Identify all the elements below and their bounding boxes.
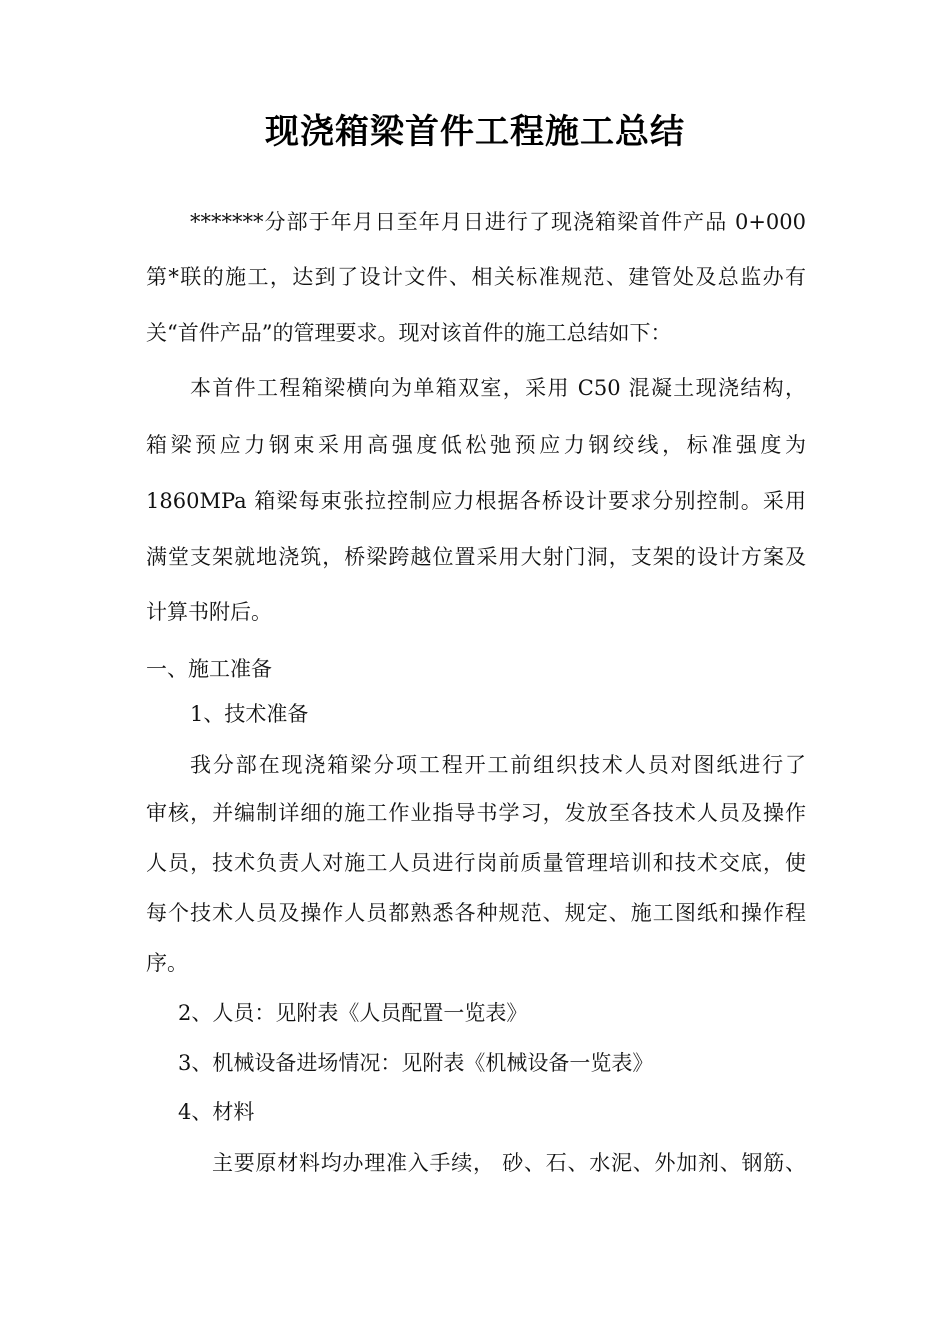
intro-line-3: 关“首件产品”的管理要求。现对该首件的施工总结如下： (146, 321, 672, 345)
subsection-heading-materials: 4、材料 (178, 1100, 255, 1124)
section-heading-preparation: 一、施工准备 (146, 657, 272, 681)
overview-line-3: 1860MPa 箱梁每束张拉控制应力根据各桥设计要求分别控制。采用 (146, 489, 806, 513)
materials-line-1: 主要原材料均办理准入手续， 砂、石、水泥、外加剂、钢筋、 (212, 1151, 806, 1175)
subsection-equipment: 3、机械设备进场情况：见附表《机械设备一览表》 (178, 1051, 654, 1075)
intro-line-1: *******分部于年月日至年月日进行了现浇箱梁首件产品 0+000 (190, 210, 806, 234)
overview-line-1: 本首件工程箱梁横向为单箱双室，采用 C50 混凝土现浇结构， (190, 376, 806, 400)
subsection-personnel: 2、人员：见附表《人员配置一览表》 (178, 1001, 528, 1025)
technical-line-4: 每个技术人员及操作人员都熟悉各种规范、规定、施工图纸和操作程 (146, 901, 806, 925)
technical-line-1: 我分部在现浇箱梁分项工程开工前组织技术人员对图纸进行了 (190, 753, 806, 777)
technical-line-3: 人员，技术负责人对施工人员进行岗前质量管理培训和技术交底，使 (146, 851, 806, 875)
technical-line-2: 审核，并编制详细的施工作业指导书学习，发放至各技术人员及操作 (146, 801, 806, 825)
overview-line-2: 箱梁预应力钢束采用高强度低松弛预应力钢绞线，标准强度为 (146, 433, 806, 457)
intro-line-2: 第*联的施工，达到了设计文件、相关标准规范、建管处及总监办有 (146, 265, 806, 289)
overview-line-5: 计算书附后。 (146, 600, 272, 624)
document-title: 现浇箱梁首件工程施工总结 (265, 112, 685, 152)
subsection-heading-technical: 1、技术准备 (190, 702, 309, 726)
technical-line-5: 序。 (146, 951, 188, 975)
overview-line-4: 满堂支架就地浇筑，桥梁跨越位置采用大射门洞，支架的设计方案及 (146, 545, 806, 569)
